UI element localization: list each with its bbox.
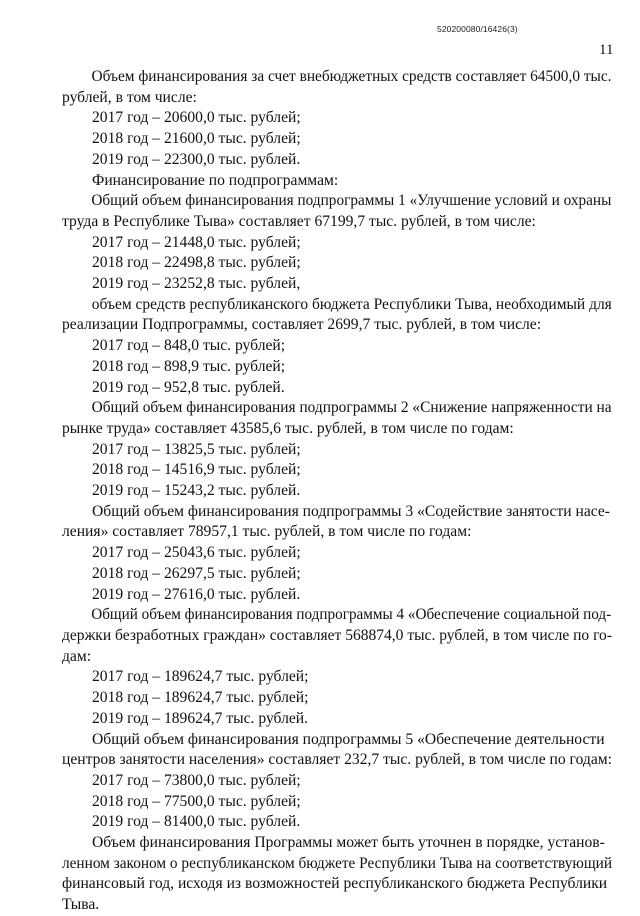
text-line: Тыва. [62,896,100,914]
document-code: 520200080/16426(3) [437,24,518,34]
text-line: ленном законом о республиканском бюджете Республики Тыва на соответствующий [62,854,613,872]
text-line: рынке труда» составляет 43585,6 тыс. рублей, в том числе по годам: [62,419,514,437]
text-line: рублей, в том числе: [62,88,197,106]
text-line: ления» составляет 78957,1 тыс. рублей, в том числе по годам: [62,523,472,541]
text-line: 2019 год – 15243,2 тыс. рублей. [92,482,301,500]
text-line: 2019 год – 952,8 тыс. рублей. [92,378,285,396]
text-line: 2018 год – 898,9 тыс. рублей; [92,357,286,375]
text-line: 2018 год – 189624,7 тыс. рублей; [92,689,309,707]
text-line: 2017 год – 13825,5 тыс. рублей; [92,440,301,458]
text-line: центров занятости населения» составляет 232,7 тыс. рублей, в том числе по годам: [62,751,612,769]
text-line: 2017 год – 20600,0 тыс. рублей; [92,109,301,127]
text-line: Общий объем финансирования подпрограммы 2 «Снижение напряженности на [91,399,612,417]
text-line: Общий объем финансирования подпрограммы 5 «Обеспечение деятельности [92,730,605,748]
text-line: 2018 год – 21600,0 тыс. рублей; [92,130,301,148]
text-line: 2017 год – 21448,0 тыс. рублей; [92,233,301,251]
text-line: 2018 год – 77500,0 тыс. рублей; [92,792,301,810]
text-line: Объем финансирования за счет внебюджетных средств составляет 64500,0 тыс. [91,68,612,85]
text-line: Общий объем финансирования подпрограммы 1 «Улучшение условий и охраны [91,192,612,210]
text-line: дам: [62,647,92,665]
text-line: держки безработных граждан» составляет 568874,0 тыс. рублей, в том числе по го- [62,626,613,644]
text-line: 2019 год – 189624,7 тыс. рублей. [92,709,309,727]
text-line: Общий объем финансирования подпрограммы 3 «Содействие занятости насе- [92,502,611,520]
text-line: 2017 год – 189624,7 тыс. рублей; [92,668,309,686]
text-line: финансовый год, исходя из возможностей республиканского бюджета Республики [62,875,608,893]
text-line: 2019 год – 22300,0 тыс. рублей. [92,150,301,168]
text-line: 2019 год – 27616,0 тыс. рублей. [92,585,301,603]
text-line: Финансирование по подпрограммам: [92,171,339,189]
document-body [62,67,612,916]
text-line: 2018 год – 26297,5 тыс. рублей; [92,564,301,582]
text-line: труда в Республике Тыва» составляет 67199,7 тыс. рублей, в том числе: [62,212,536,230]
text-line: Объем финансирования Программы может быть уточнен в порядке, установ- [92,834,605,852]
text-line: 2018 год – 22498,8 тыс. рублей; [92,254,301,272]
text-line: объем средств республиканского бюджета Республики Тыва, необходимый для [91,295,612,313]
text-line: 2017 год – 73800,0 тыс. рублей; [92,771,301,789]
text-line: 2018 год – 14516,9 тыс. рублей; [92,461,301,479]
text-line: реализации Подпрограммы, составляет 2699,7 тыс. рублей, в том числе: [62,316,542,334]
text-line: Общий объем финансирования подпрограммы 4 «Обеспечение социальной под- [91,606,612,624]
text-line: 2019 год – 23252,8 тыс. рублей, [92,275,301,293]
text-line: 2019 год – 81400,0 тыс. рублей. [92,813,301,831]
text-line: 2017 год – 25043,6 тыс. рублей; [92,544,301,562]
page-number: 11 [599,42,614,58]
text-line: 2017 год – 848,0 тыс. рублей; [92,337,286,355]
